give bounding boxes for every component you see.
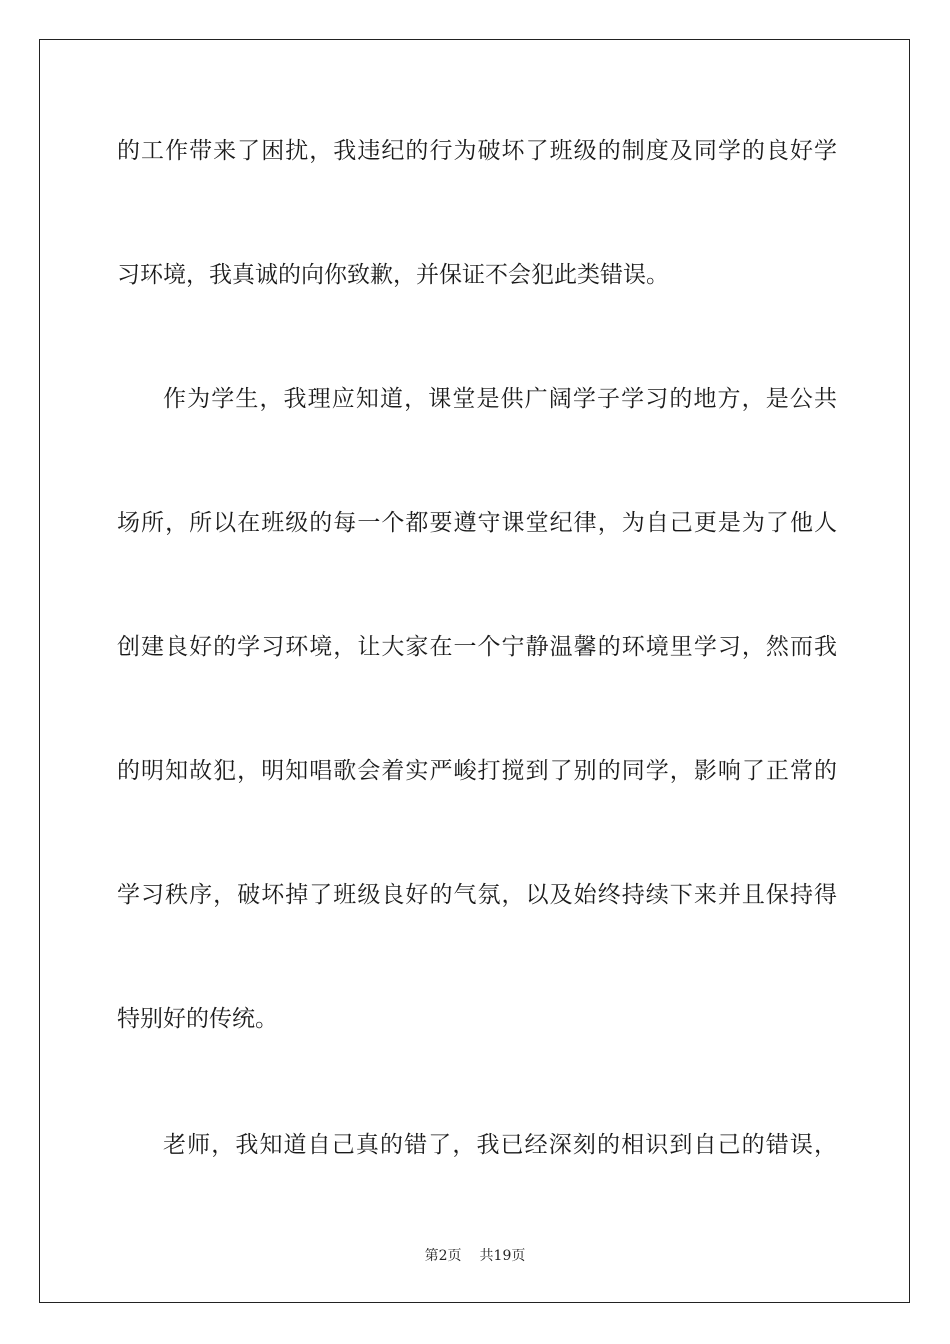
- text-line-9: 老师，我知道自己真的错了，我已经深刻的相识到自己的错误，: [163, 1132, 837, 1158]
- text-line-1: 的工作带来了困扰，我违纪的行为破坏了班级的制度及同学的良好学: [117, 138, 837, 164]
- text-line-7: 学习秩序，破坏掉了班级良好的气氛，以及始终持续下来并且保持得: [117, 882, 837, 908]
- page-border: [39, 39, 910, 1303]
- text-line-2: 习环境，我真诚的向你致歉，并保证不会犯此类错误。: [117, 262, 669, 288]
- page-footer: [0, 1247, 950, 1265]
- text-line-4: 场所，所以在班级的每一个都要遵守课堂纪律，为自己更是为了他人: [117, 510, 837, 536]
- text-line-8: 特别好的传统。: [117, 1006, 278, 1032]
- page-number: 第2页: [424, 1248, 462, 1264]
- text-line-5: 创建良好的学习环境，让大家在一个宁静温馨的环境里学习，然而我: [117, 634, 837, 660]
- text-line-3: 作为学生，我理应知道，课堂是供广阔学子学习的地方，是公共: [163, 386, 837, 412]
- page-total: 共19页: [479, 1248, 526, 1264]
- text-line-6: 的明知故犯，明知唱歌会着实严峻打搅到了别的同学，影响了正常的: [117, 758, 837, 784]
